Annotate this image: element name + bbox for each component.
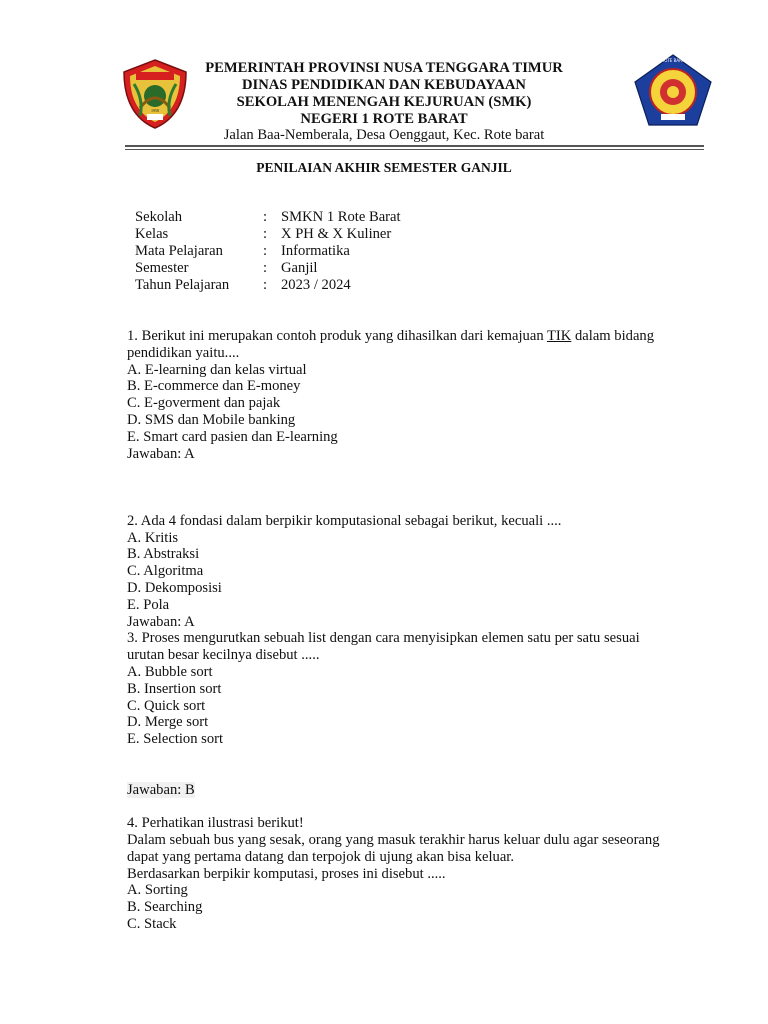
identity-row-class — [135, 226, 401, 243]
identity-label: Kelas — [135, 226, 169, 242]
left-logo-year: 1958 — [151, 108, 159, 113]
identity-label: Semester — [135, 260, 189, 276]
question-stem — [127, 328, 707, 345]
question-2 — [127, 513, 707, 631]
identity-value: Informatika — [281, 243, 350, 259]
letterhead-line-school-name: NEGERI 1 ROTE BARAT — [300, 111, 468, 127]
identity-value: SMKN 1 Rote Barat — [281, 209, 401, 225]
letterhead-line-school-type: SEKOLAH MENENGAH KEJURUAN (SMK) — [236, 94, 532, 110]
answer-key: Jawaban: B — [127, 781, 195, 798]
answer-option: D. Merge sort — [127, 714, 209, 731]
question-stem-underlined-term: TIK — [547, 328, 572, 344]
answer-option: A. Bubble sort — [127, 663, 213, 680]
answer-option: E. Selection sort — [127, 731, 224, 748]
identity-label: Sekolah — [135, 209, 183, 225]
question-stem: 4. Perhatikan ilustrasi berikut! — [127, 815, 304, 832]
identity-separator: : — [263, 209, 268, 225]
identity-separator: : — [263, 277, 268, 293]
identity-label: Mata Pelajaran — [135, 243, 223, 259]
right-logo-caption: ROTE BARAT — [661, 58, 687, 63]
letterhead-line-dept: DINAS PENDIDIKAN DAN KEBUDAYAAN — [242, 77, 526, 93]
question-1 — [127, 328, 707, 462]
identity-row-academic-year — [135, 277, 401, 294]
answer-option: C. Algoritma — [127, 563, 204, 580]
document-title: PENILAIAN AKHIR SEMESTER GANJIL — [256, 160, 512, 175]
identity-value: X PH & X Kuliner — [281, 226, 392, 242]
identity-separator: : — [263, 260, 268, 276]
letterhead-line-province: PEMERINTAH PROVINSI NUSA TENGGARA TIMUR — [205, 60, 563, 76]
letterhead-address: Jalan Baa-Nemberala, Desa Oenggaut, Kec. Rote barat — [223, 127, 545, 143]
identity-row-school — [135, 209, 401, 226]
identity-table — [135, 209, 401, 294]
question-3 — [127, 630, 707, 798]
identity-label: Tahun Pelajaran — [135, 277, 230, 293]
identity-value: 2023 / 2024 — [281, 277, 351, 293]
question-stem: Berdasarkan berpikir komputasi, proses ini disebut ..... — [127, 865, 446, 882]
answer-option: E. Smart card pasien dan E-learning — [127, 428, 338, 445]
answer-option: A. E-learning dan kelas virtual — [127, 361, 307, 378]
answer-option: A. Kritis — [127, 529, 179, 546]
answer-key: Jawaban: A — [127, 445, 195, 462]
letterhead-divider-thick — [125, 145, 704, 147]
answer-option: B. Abstraksi — [127, 546, 200, 563]
identity-row-semester — [135, 260, 401, 277]
question-4 — [127, 815, 707, 933]
identity-separator: : — [263, 226, 268, 242]
answer-key: Jawaban: A — [127, 613, 195, 630]
question-stem: pendidikan yaitu.... — [127, 344, 240, 361]
question-stem: 2. Ada 4 fondasi dalam berpikir komputasional sebagai berikut, kecuali .... — [127, 512, 562, 529]
answer-option: C. Quick sort — [127, 697, 206, 714]
letterhead — [0, 60, 768, 128]
answer-option: D. SMS dan Mobile banking — [127, 411, 296, 428]
question-stem-text: 1. Berikut ini merupakan contoh produk yang dihasilkan dari kemajuan — [127, 328, 548, 344]
answer-option: E. Pola — [127, 596, 170, 613]
identity-value: Ganjil — [281, 260, 318, 276]
question-stem: urutan besar kecilnya disebut ..... — [127, 647, 320, 664]
question-stem: 3. Proses mengurutkan sebuah list dengan cara menyisipkan elemen satu per satu sesuai — [127, 630, 640, 647]
answer-option: B. E-commerce dan E-money — [127, 378, 301, 395]
answer-option: C. E-goverment dan pajak — [127, 395, 281, 412]
question-list — [127, 328, 707, 933]
answer-option: A. Sorting — [127, 882, 188, 899]
answer-option: D. Dekomposisi — [127, 579, 222, 596]
answer-option: C. Stack — [127, 915, 177, 932]
identity-row-subject — [135, 243, 401, 260]
question-stem-text: dalam bidang — [571, 328, 655, 344]
question-stem: dapat yang pertama datang dan terpojok di ujung akan bisa keluar. — [127, 848, 515, 865]
question-stem: Dalam sebuah bus yang sesak, orang yang masuk terakhir harus keluar dulu agar seseorang — [127, 831, 660, 848]
answer-option: B. Searching — [127, 899, 203, 916]
answer-option: B. Insertion sort — [127, 680, 222, 697]
identity-separator: : — [263, 243, 268, 259]
letterhead-divider-thin — [125, 149, 704, 150]
